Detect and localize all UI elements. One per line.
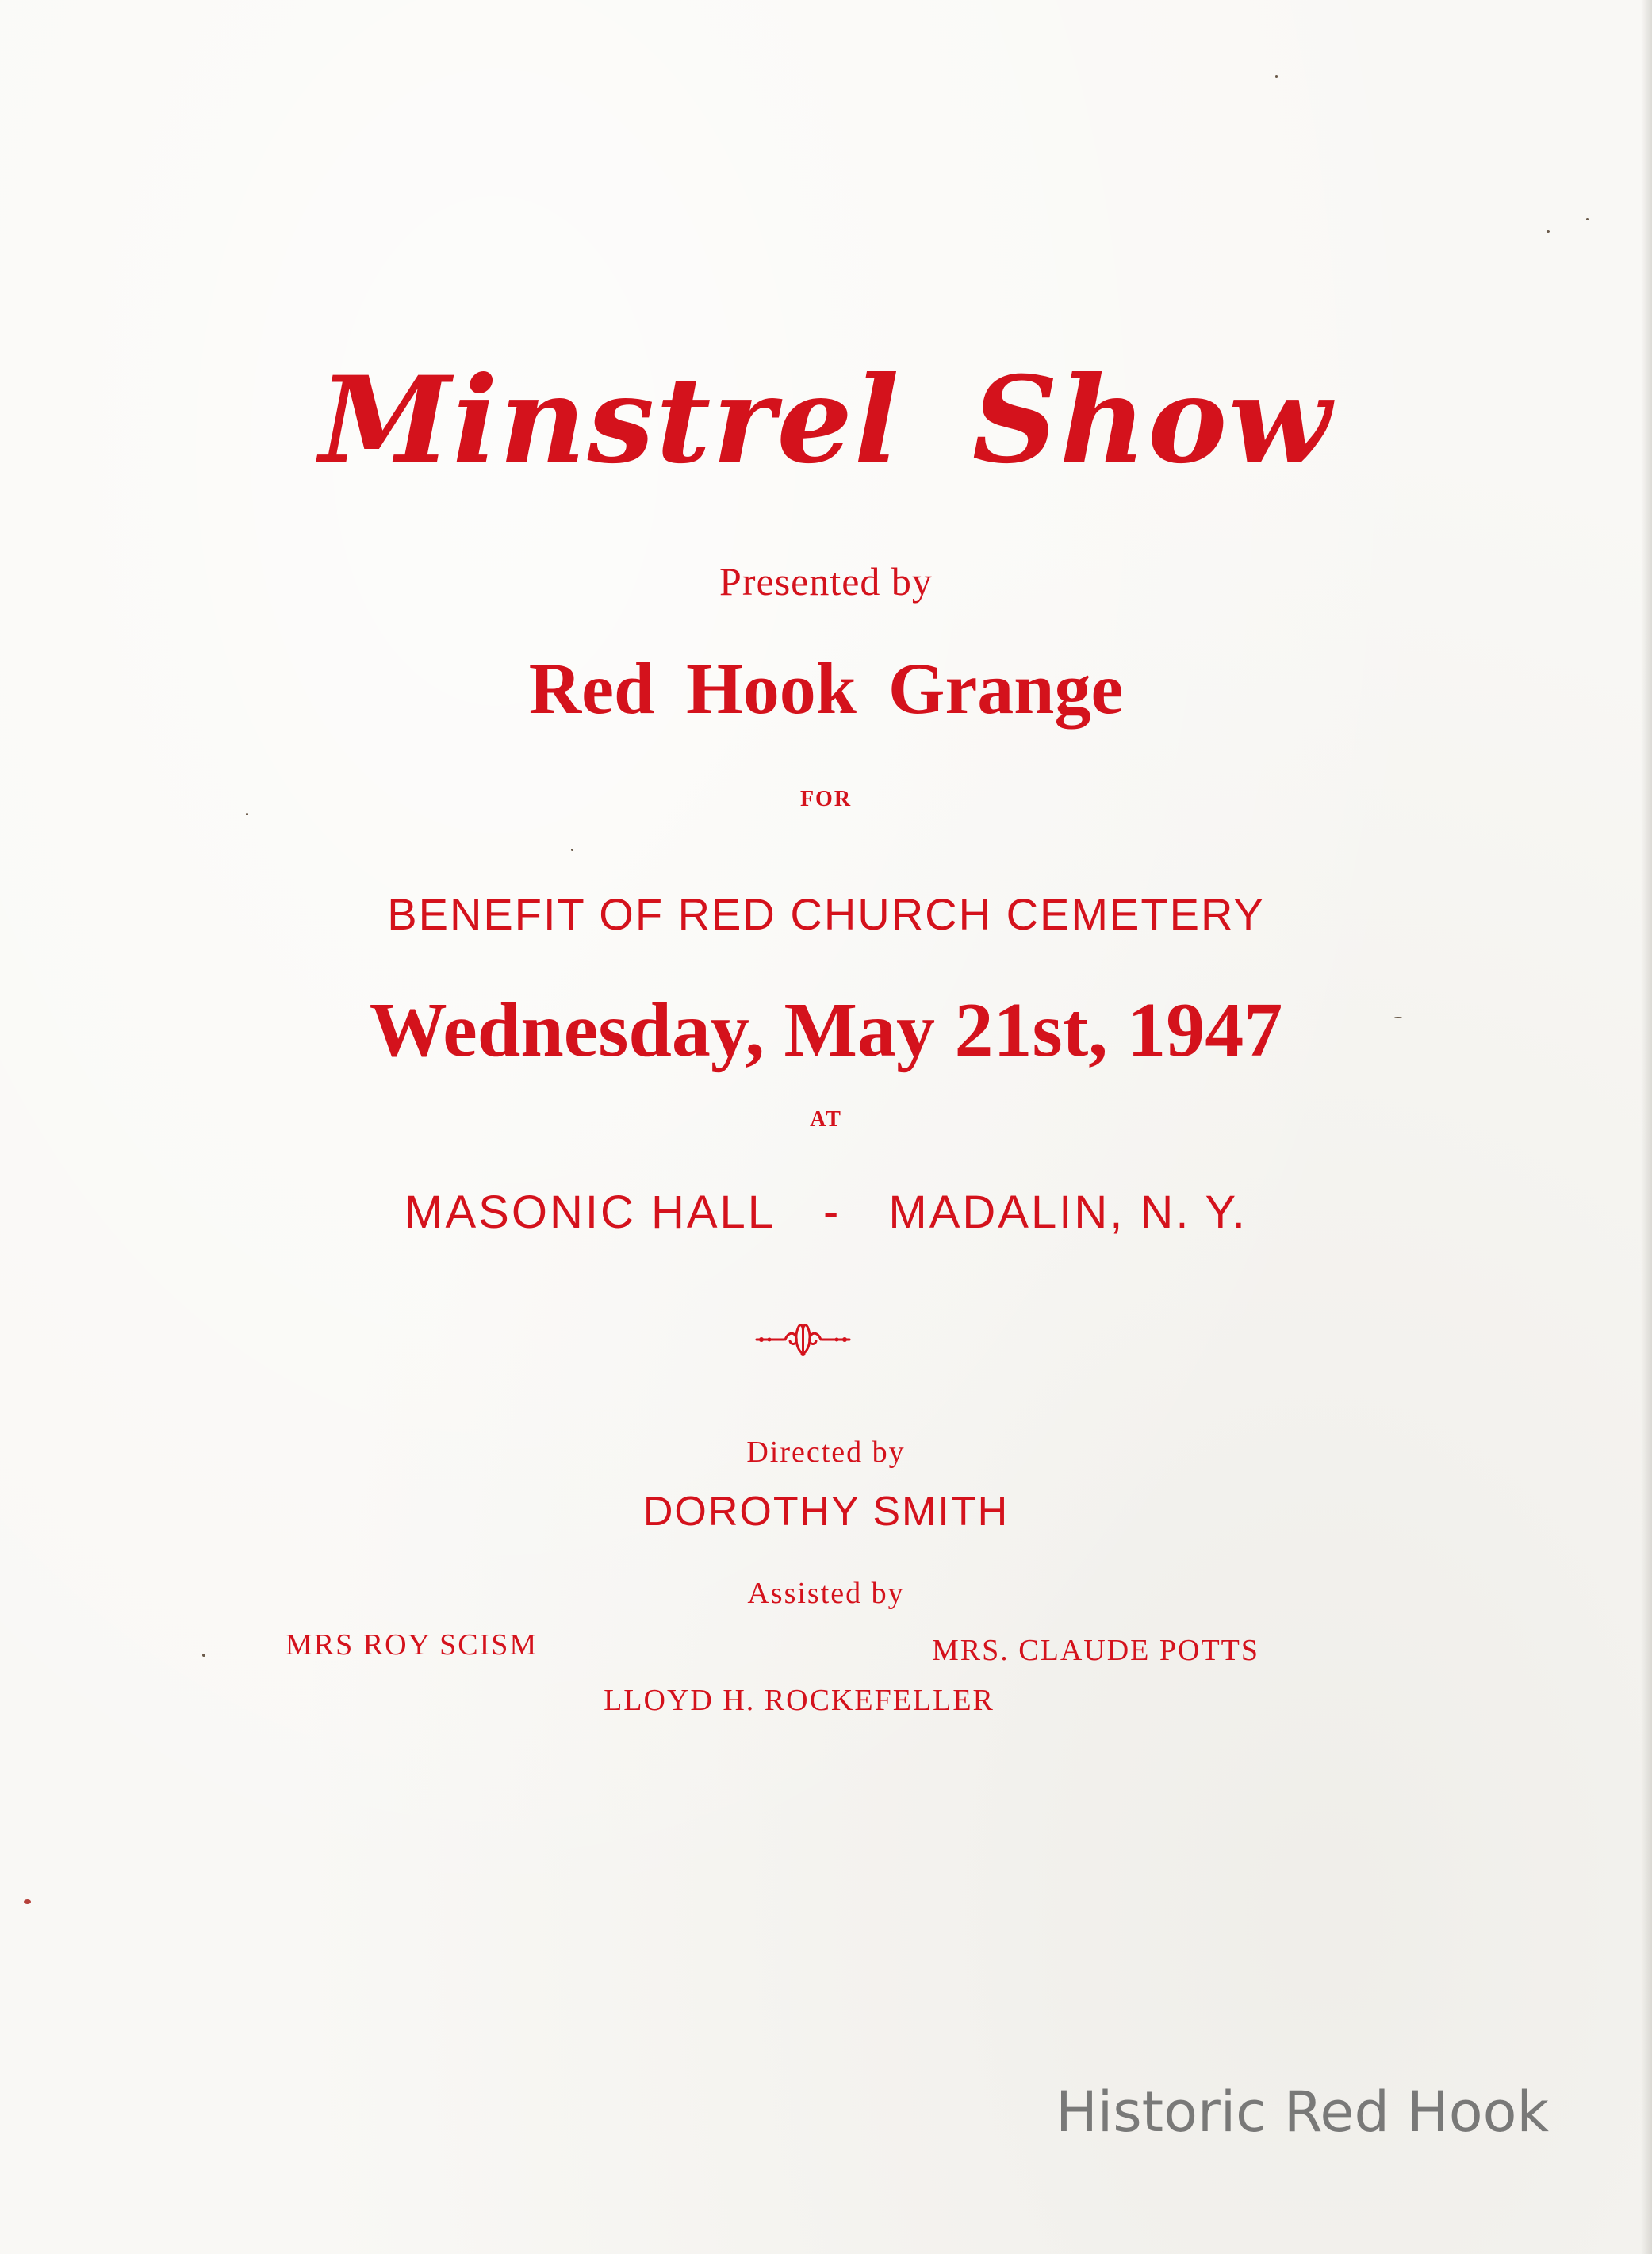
paper-speck bbox=[24, 1899, 31, 1904]
assisted-by-label: Assisted by bbox=[747, 1577, 905, 1610]
at-label: AT bbox=[810, 1107, 842, 1132]
watermark-label: Historic Red Hook bbox=[1056, 2080, 1549, 2145]
program-title bbox=[0, 351, 1652, 490]
paper-speck bbox=[1394, 1017, 1402, 1018]
paper-speck bbox=[1547, 230, 1550, 233]
venue-separator: - bbox=[823, 1186, 841, 1238]
title-word-show: Show bbox=[972, 351, 1333, 490]
assistant-name: LLOYD H. ROCKEFELLER bbox=[604, 1684, 995, 1717]
paper-speck bbox=[202, 1654, 205, 1657]
paper-speck bbox=[1586, 218, 1589, 220]
event-date: Wednesday, May 21st, 1947 bbox=[369, 987, 1283, 1073]
director-name: DOROTHY SMITH bbox=[642, 1489, 1010, 1535]
assistant-name: MRS. CLAUDE POTTS bbox=[932, 1634, 1259, 1667]
title-word-minstrel: Minstrel bbox=[319, 351, 901, 490]
paper-speck bbox=[571, 849, 573, 851]
organization-name bbox=[0, 648, 1652, 729]
assistant-name: MRS ROY SCISM bbox=[286, 1628, 539, 1662]
venue-hall: MASONIC HALL bbox=[404, 1186, 776, 1238]
org-word-red: Red bbox=[528, 648, 655, 729]
venue-town: MADALIN, N. Y. bbox=[888, 1186, 1248, 1238]
venue-line bbox=[0, 1186, 1652, 1238]
benefit-line: BENEFIT OF RED CHURCH CEMETERY bbox=[387, 889, 1265, 939]
presented-by-label: Presented by bbox=[719, 559, 933, 604]
paper-speck bbox=[246, 813, 248, 815]
flourish-ornament-icon bbox=[753, 1321, 853, 1359]
for-label: FOR bbox=[799, 787, 853, 811]
directed-by-label: Directed by bbox=[746, 1436, 906, 1469]
org-word-hook: Hook bbox=[686, 648, 857, 729]
org-word-grange: Grange bbox=[887, 648, 1124, 729]
paper-speck bbox=[1275, 75, 1278, 78]
